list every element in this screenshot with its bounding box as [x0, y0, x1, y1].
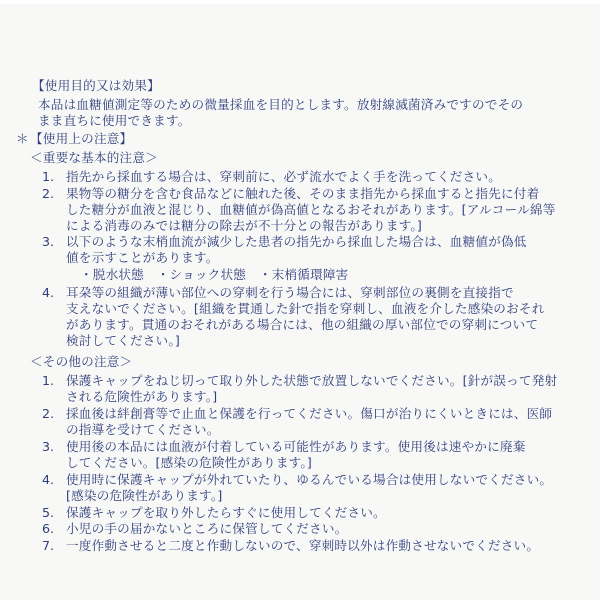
other-item-number: 6.	[42, 521, 55, 536]
other-item-4-line-1: 使用時に保護キャップが外れていたり、ゆるんでいる場合は使用しないでください。	[66, 472, 553, 487]
important-item-3-conditions: ・脱水状態 ・ショック状態 ・末梢循環障害	[80, 267, 349, 282]
other-item-1-line-1: 保護キャップをねじ切って取り外した状態で放置しないでください。[針が誤って発射	[66, 373, 558, 388]
other-item-number: 1.	[42, 373, 55, 388]
other-item-2-line-1: 採血後は絆創膏等で止血と保護を行ってください。傷口が治りにくいときには、医師	[66, 406, 553, 421]
other-item-4-line-2: [感染の危険性があります。]	[66, 488, 223, 503]
precautions-heading: 【使用上の注意】	[30, 131, 133, 146]
important-item-number: 3.	[42, 234, 55, 249]
important-item-number: 1.	[42, 169, 55, 184]
other-item-7-line-1: 一度作動させると二度と作動しないので、穿刺時以外は作動させないでください。	[66, 538, 540, 553]
other-item-number: 3.	[42, 439, 55, 454]
important-precautions-heading: ＜重要な基本的注意＞	[30, 150, 158, 165]
important-item-4-line-3: があります。貫通のおそれがある場合には、他の組織の厚い部位での穿刺について	[66, 317, 539, 332]
other-item-1-line-2: される危険性があります。]	[66, 389, 218, 404]
other-item-3-line-1: 使用後の本品には血液が付着している可能性があります。使用後は速やかに廃棄	[66, 439, 526, 454]
other-item-5-line-1: 保護キャップを取り外したらすぐに使用してください。	[66, 505, 386, 520]
purpose-line-2: まま直ちに使用できます。	[38, 113, 191, 128]
important-item-number: 4.	[42, 285, 55, 300]
important-item-4-line-1: 耳朶等の組織が薄い部位への穿刺を行う場合には、穿刺部位の裏側を直接指で	[66, 285, 514, 300]
other-precautions-heading: ＜その他の注意＞	[30, 354, 133, 369]
purpose-line-1: 本品は血糖値測定等のための微量採血を目的とします。放射線滅菌済みですのでその	[38, 97, 524, 112]
other-item-number: 4.	[42, 472, 55, 487]
purpose-heading: 【使用目的又は効果】	[32, 78, 160, 93]
revision-star-mark: ＊	[16, 131, 29, 146]
other-item-3-line-2: してください。[感染の危険性があります。]	[66, 455, 312, 470]
other-item-number: 7.	[42, 538, 55, 553]
other-item-6-line-1: 小児の手の届かないところに保管してください。	[66, 521, 348, 536]
important-item-2-line-2: した糖分が血液と混じり、血糖値が偽高値となるおそれがあります。[アルコール綿等	[66, 202, 556, 217]
important-item-4-line-2: 支えないでください。[組織を貫通した針で指を穿刺し、血液を介した感染のおそれ	[66, 301, 545, 316]
important-item-3-line-1: 以下のような末梢血流が減少した患者の指先から採血した場合は、血糖値が偽低	[66, 234, 527, 249]
important-item-2-line-1: 果物等の糖分を含む食品などに触れた後、そのまま指先から採血すると指先に付着	[66, 186, 540, 201]
other-item-number: 2.	[42, 406, 55, 421]
other-item-2-line-2: の指導を受けてください。	[66, 422, 220, 437]
important-item-4-line-4: 検討してください。]	[66, 333, 180, 348]
other-item-number: 5.	[42, 505, 55, 520]
important-item-number: 2.	[42, 186, 55, 201]
important-item-1-line-1: 指先から採血する場合は、穿刺前に、必ず流水でよく手を洗ってください。	[66, 169, 501, 184]
important-item-2-line-3: による消毒のみでは糖分の除去が不十分との報告があります。]	[66, 218, 423, 233]
important-item-3-line-2: 値を示すことがあります。	[66, 250, 219, 265]
